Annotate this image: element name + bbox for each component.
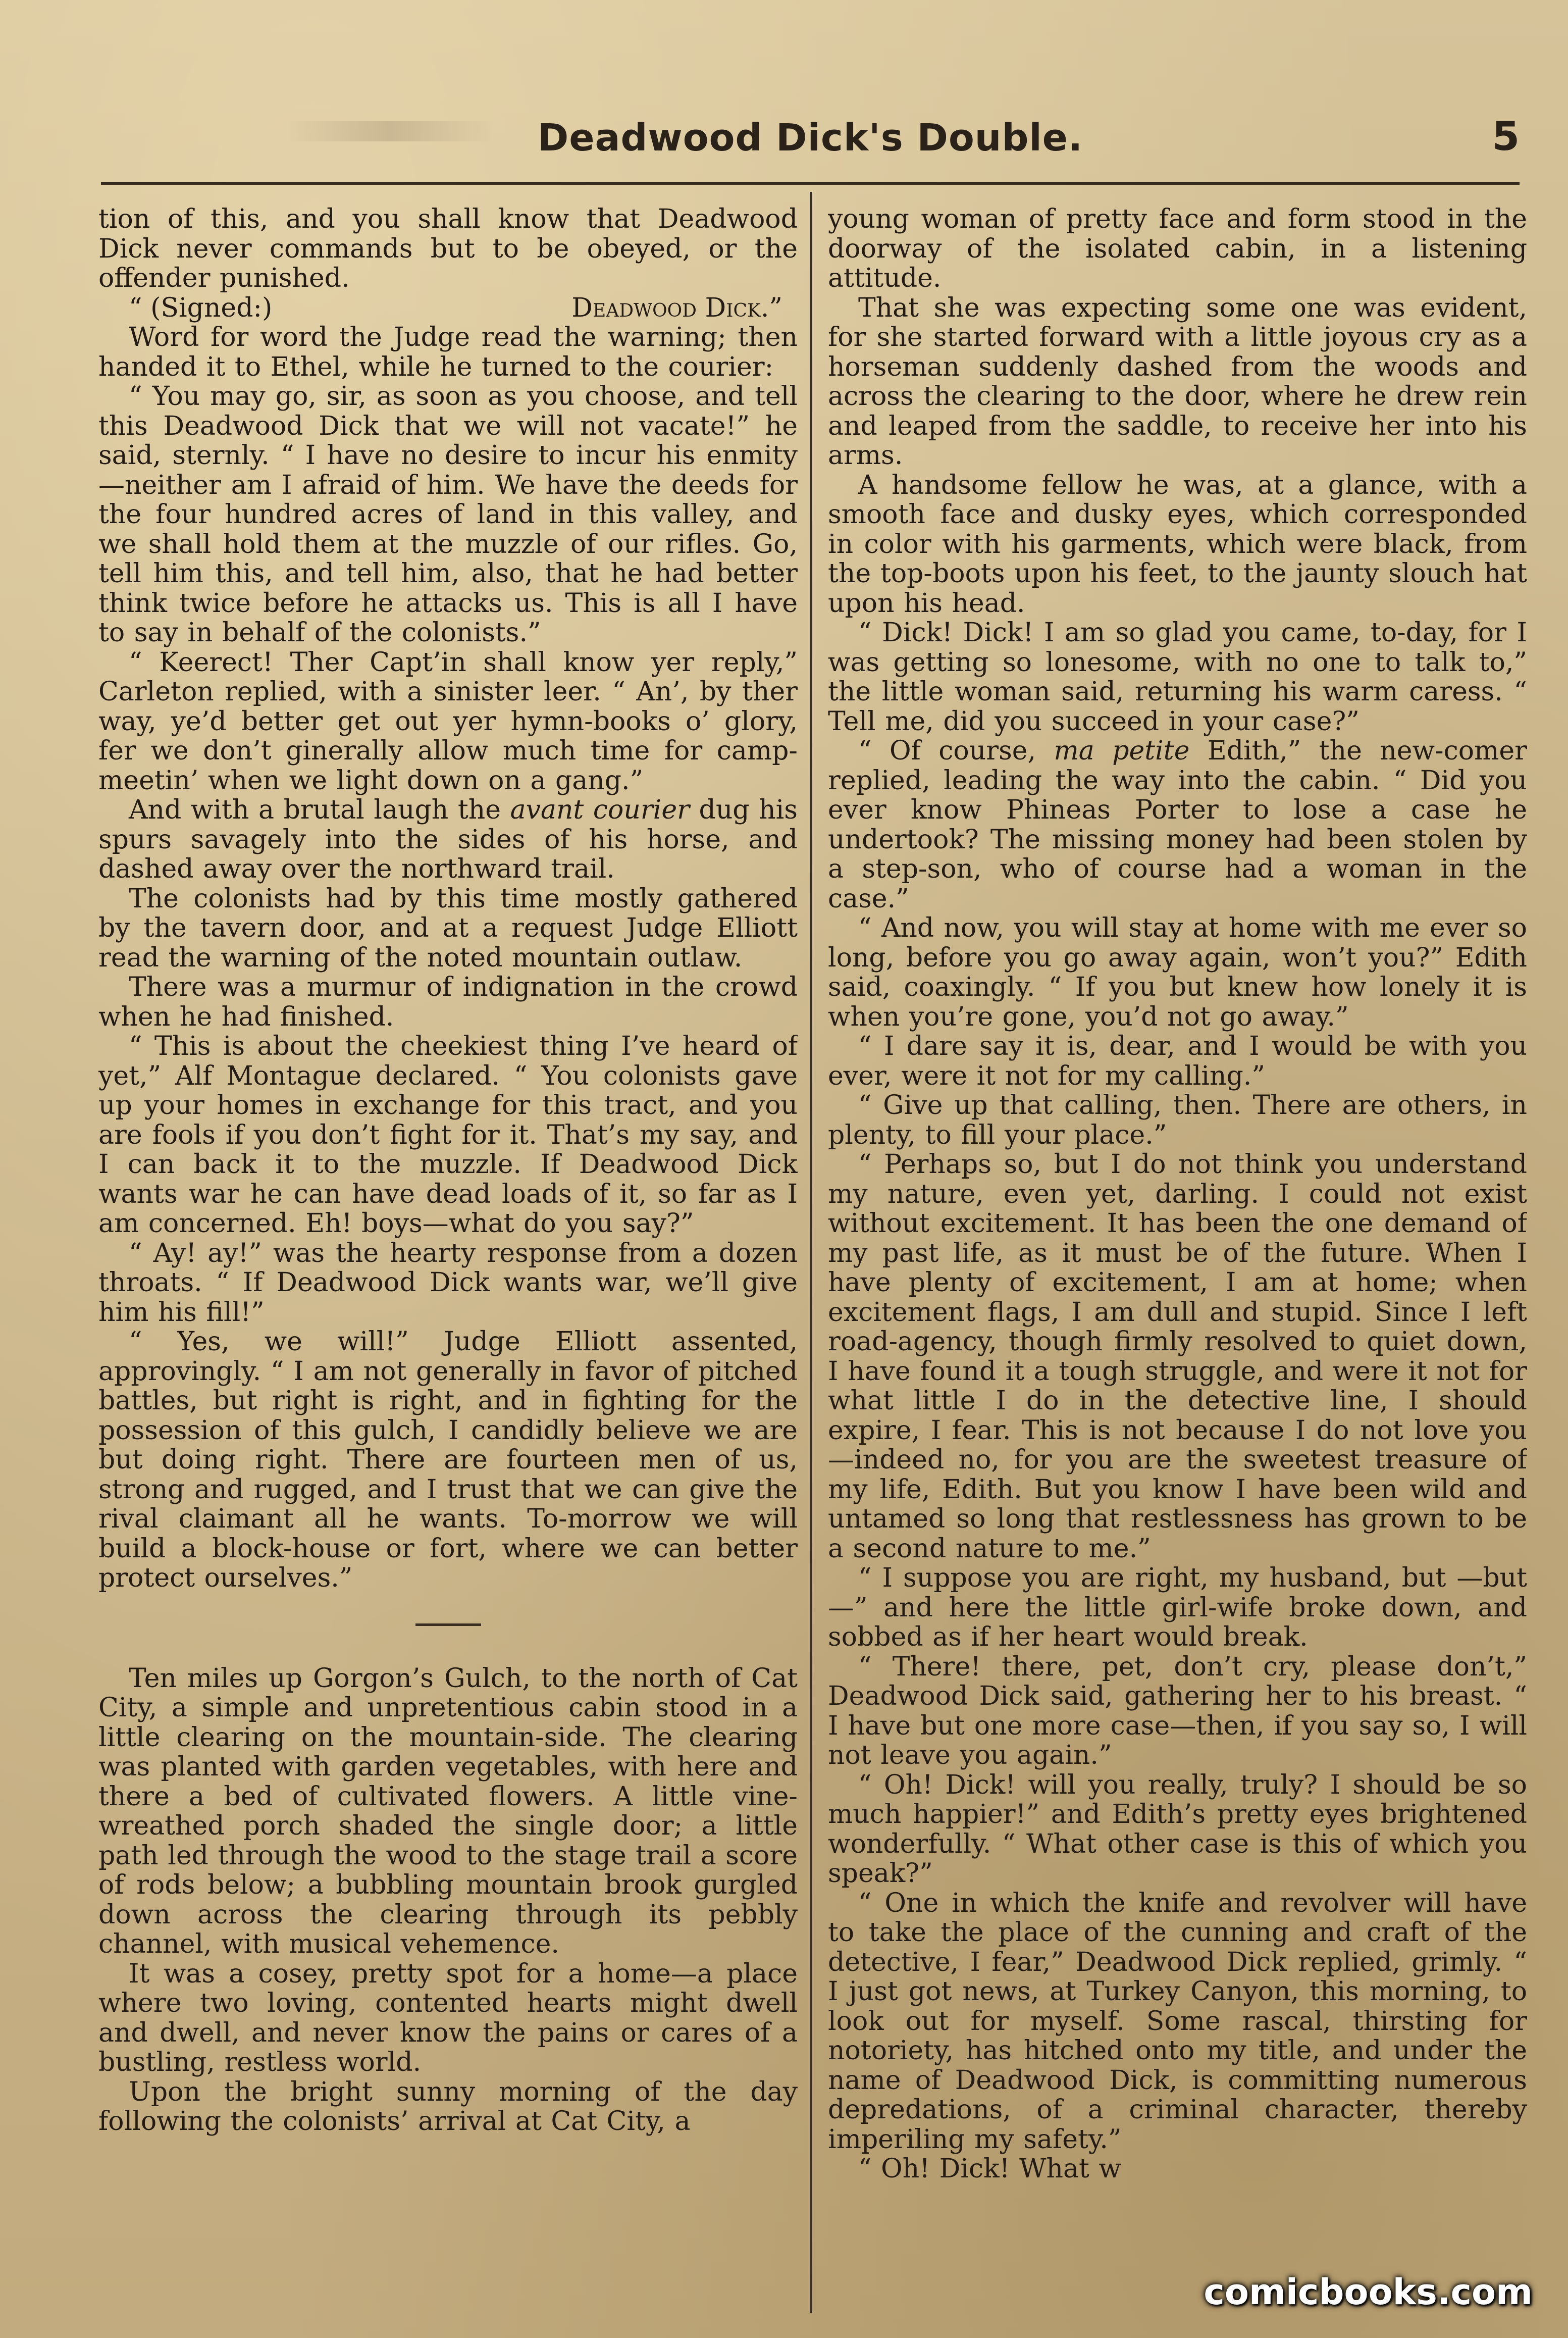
left-column [98,205,798,2315]
paragraph: “ Dick! Dick! I am so glad you came, to-day, for I was getting so lonesome, with no one to talk to,” the little woman said, returning his warm caress. “ Tell me, did you succeed in your case?” [828,618,1527,737]
paragraph: “ Oh! Dick! What w [858,2154,1121,2184]
paragraph: “ There! there, pet, don’t cry, please don’t,” Deadwood Dick said, gathering her to his breast. “ I have but one more case—then, if you say so, I will not leave you again.” [828,1651,1527,1770]
paragraph: That she was expecting some one was evident, for she started forward with a little joyous cry as a horseman suddenly dashed from the woods and across the clearing to the door, where he drew rein and leaped from the saddle, to receive her into his arms. [828,292,1527,471]
paragraph: “ Yes, we will!” Judge Elliott assented, approvingly. “ I am not generally in favor of pitched battles, but right is right, and in fighting for the possession of this gulch, I candidly believe we are but doing right. There are fourteen men of us, strong and rugged, and I trust that we can give the rival claimant all he wants. To-morrow we will build a block-house or fort, where we can better protect ourselves.” [98,1327,798,1593]
paragraph: There was a murmur of indignation in the crowd when he had finished. [98,972,798,1032]
paragraph [98,795,798,884]
page-number: 5 [1492,114,1520,160]
paragraph: Upon the bright sunny morning of the day following the colonists’ arrival at Cat City, a [98,2076,798,2137]
signature-line [98,293,798,323]
paragraph: Word for word the Judge read the warning; then handed it to Ethel, while he turned to the courier: [98,322,798,382]
site-watermark: comicbooks.com [1204,2271,1533,2313]
italic-phrase: avant courier [510,795,690,825]
paragraph: “ And now, you will stay at home with me ever so long, before you go away again, won’t you?” Edith said, coaxingly. “ If you but knew how lonely it is when you’re gone, you’d not go away.” [828,913,1527,1032]
column-rule [810,192,812,2313]
signature-label: “ (Signed:) [129,292,273,323]
paragraph: “ Oh! Dick! will you really, truly? I should be so much happier!” and Edith’s pretty eyes brightened wonderfully. “ What other case is this of which you speak?” [828,1769,1527,1889]
signature-name: Deadwood Dick.” [571,292,782,323]
paragraph: tion of this, and you shall know that Deadwood Dick never commands but to be obeyed, or the offender punished. [98,205,798,293]
paragraph [828,736,1527,913]
paragraph: “ You may go, sir, as soon as you choose, and tell this Deadwood Dick that we will not vacate!” he said, sternly. “ I have no desire to incur his enmity—neither am I afraid of him. We have the deeds for the four hundred acres of land in this valley, and we shall hold them at the muzzle of our rifles. Go, tell him this, and tell him, also, that he had better think twice before he attacks us. This is all I have to say in behalf of the colonists.” [98,381,798,648]
paragraph: The colonists had by this time mostly gathered by the tavern door, and at a request Judge Elliott read the warning of the noted mountain outlaw. [98,883,798,973]
paragraph: A handsome fellow he was, at a glance, with a smooth face and dusky eyes, which corresponded in color with his garments, which were black, from the top-boots upon his feet, to the jaunty slouch hat upon his head. [828,470,1527,619]
italic-phrase: ma petite [1054,736,1190,766]
paragraph: “ This is about the cheekiest thing I’ve heard of yet,” Alf Montague declared. “ You colonists gave up your homes in exchange for this tract, and you are fools if you don’t fight for it. That’s my say, and I can back it to the muzzle. If Deadwood Dick wants war he can have dead loads of it, so far as I am concerned. Eh! boys—what do you say?” [98,1031,798,1239]
page-header [101,116,1520,172]
paragraph: “ Give up that calling, then. There are others, in plenty, to fill your place.” [828,1090,1527,1150]
text-run: And with a brutal laugh the [129,795,510,825]
paragraph: “ One in which the knife and revolver will have to take the place of the cunning and craft of the detective, I fear,” Deadwood Dick replied, grimly. “ I just got news, at Turkey Canyon, this morning, to look out for myself. Some rascal, thirsting for notoriety, has hitched onto my title, and under the name of Deadwood Dick, is committing numerous depredations, of a criminal character, thereby imperiling my safety.” [828,1888,1527,2155]
text-run: dug his spurs savagely into the sides of his horse, and dashed away over the northward trail. [98,795,798,884]
right-column [828,205,1527,2315]
paragraph: “ Keerect! Ther Capt’in shall know yer reply,” Carleton replied, with a sinister leer. “ An’, by ther way, ye’d better get out yer hymn-books o’ glory, fer we don’t ginerally allow much time for camp-meetin’ when we light down on a gang.” [98,647,798,796]
paragraph: Ten miles up Gorgon’s Gulch, to the north of Cat City, a simple and unpretentious cabin stood in a little clearing on the mountain-side. The clearing was planted with garden vegetables, with here and there a bed of cultivated flowers. A little vine-wreathed porch shaded the single door; a little path led through the wood to the stage trail a score of rods below; a bubbling mountain brook gurgled down across the clearing through its pebbly channel, with musical vehemence. [98,1663,798,1959]
section-divider [415,1623,481,1626]
paragraph: “ I suppose you are right, my husband, but —but—” and here the little girl-wife broke down, and sobbed as if her heart would break. [828,1563,1527,1652]
text-run: Edith,” the new-comer replied, leading the way into the cabin. “ Did you ever know Phineas Porter to lose a case he undertook? The missing money had been stolen by a step-son, who of course had a woman in the case.” [828,736,1527,914]
paragraph: “ Ay! ay!” was the hearty response from a dozen throats. “ If Deadwood Dick wants war, we’ll give him his fill!” [98,1238,798,1328]
paragraph: “ Perhaps so, but I do not think you understand my nature, even yet, darling. I could not exist without excitement. It has been the one demand of my past life, as it must be of the future. When I have plenty of excitement, I am at home; when excitement flags, I am dull and stupid. Since I left road-agency, though firmly resolved to quiet down, I have found it a tough struggle, and were it not for what little I do in the detective line, I should expire, I fear. This is not because I do not love you—indeed no, for you are the sweetest treasure of my life, Edith. But you know I have been wild and untamed so long that restlessness has grown to be a second nature to me.” [828,1149,1527,1564]
paragraph: It was a cosey, pretty spot for a home—a place where two loving, contented hearts might dwell and dwell, and never know the pains or cares of a bustling, restless world. [98,1958,798,2077]
text-run: “ Of course, [858,736,1054,766]
header-rule [101,182,1520,185]
paragraph: “ I dare say it is, dear, and I would be with you ever, were it not for my calling.” [828,1031,1527,1091]
paragraph: young woman of pretty face and form stood in the doorway of the isolated cabin, in a listening attitude. [828,205,1527,293]
running-title: Deadwood Dick's Double. [537,116,1083,160]
